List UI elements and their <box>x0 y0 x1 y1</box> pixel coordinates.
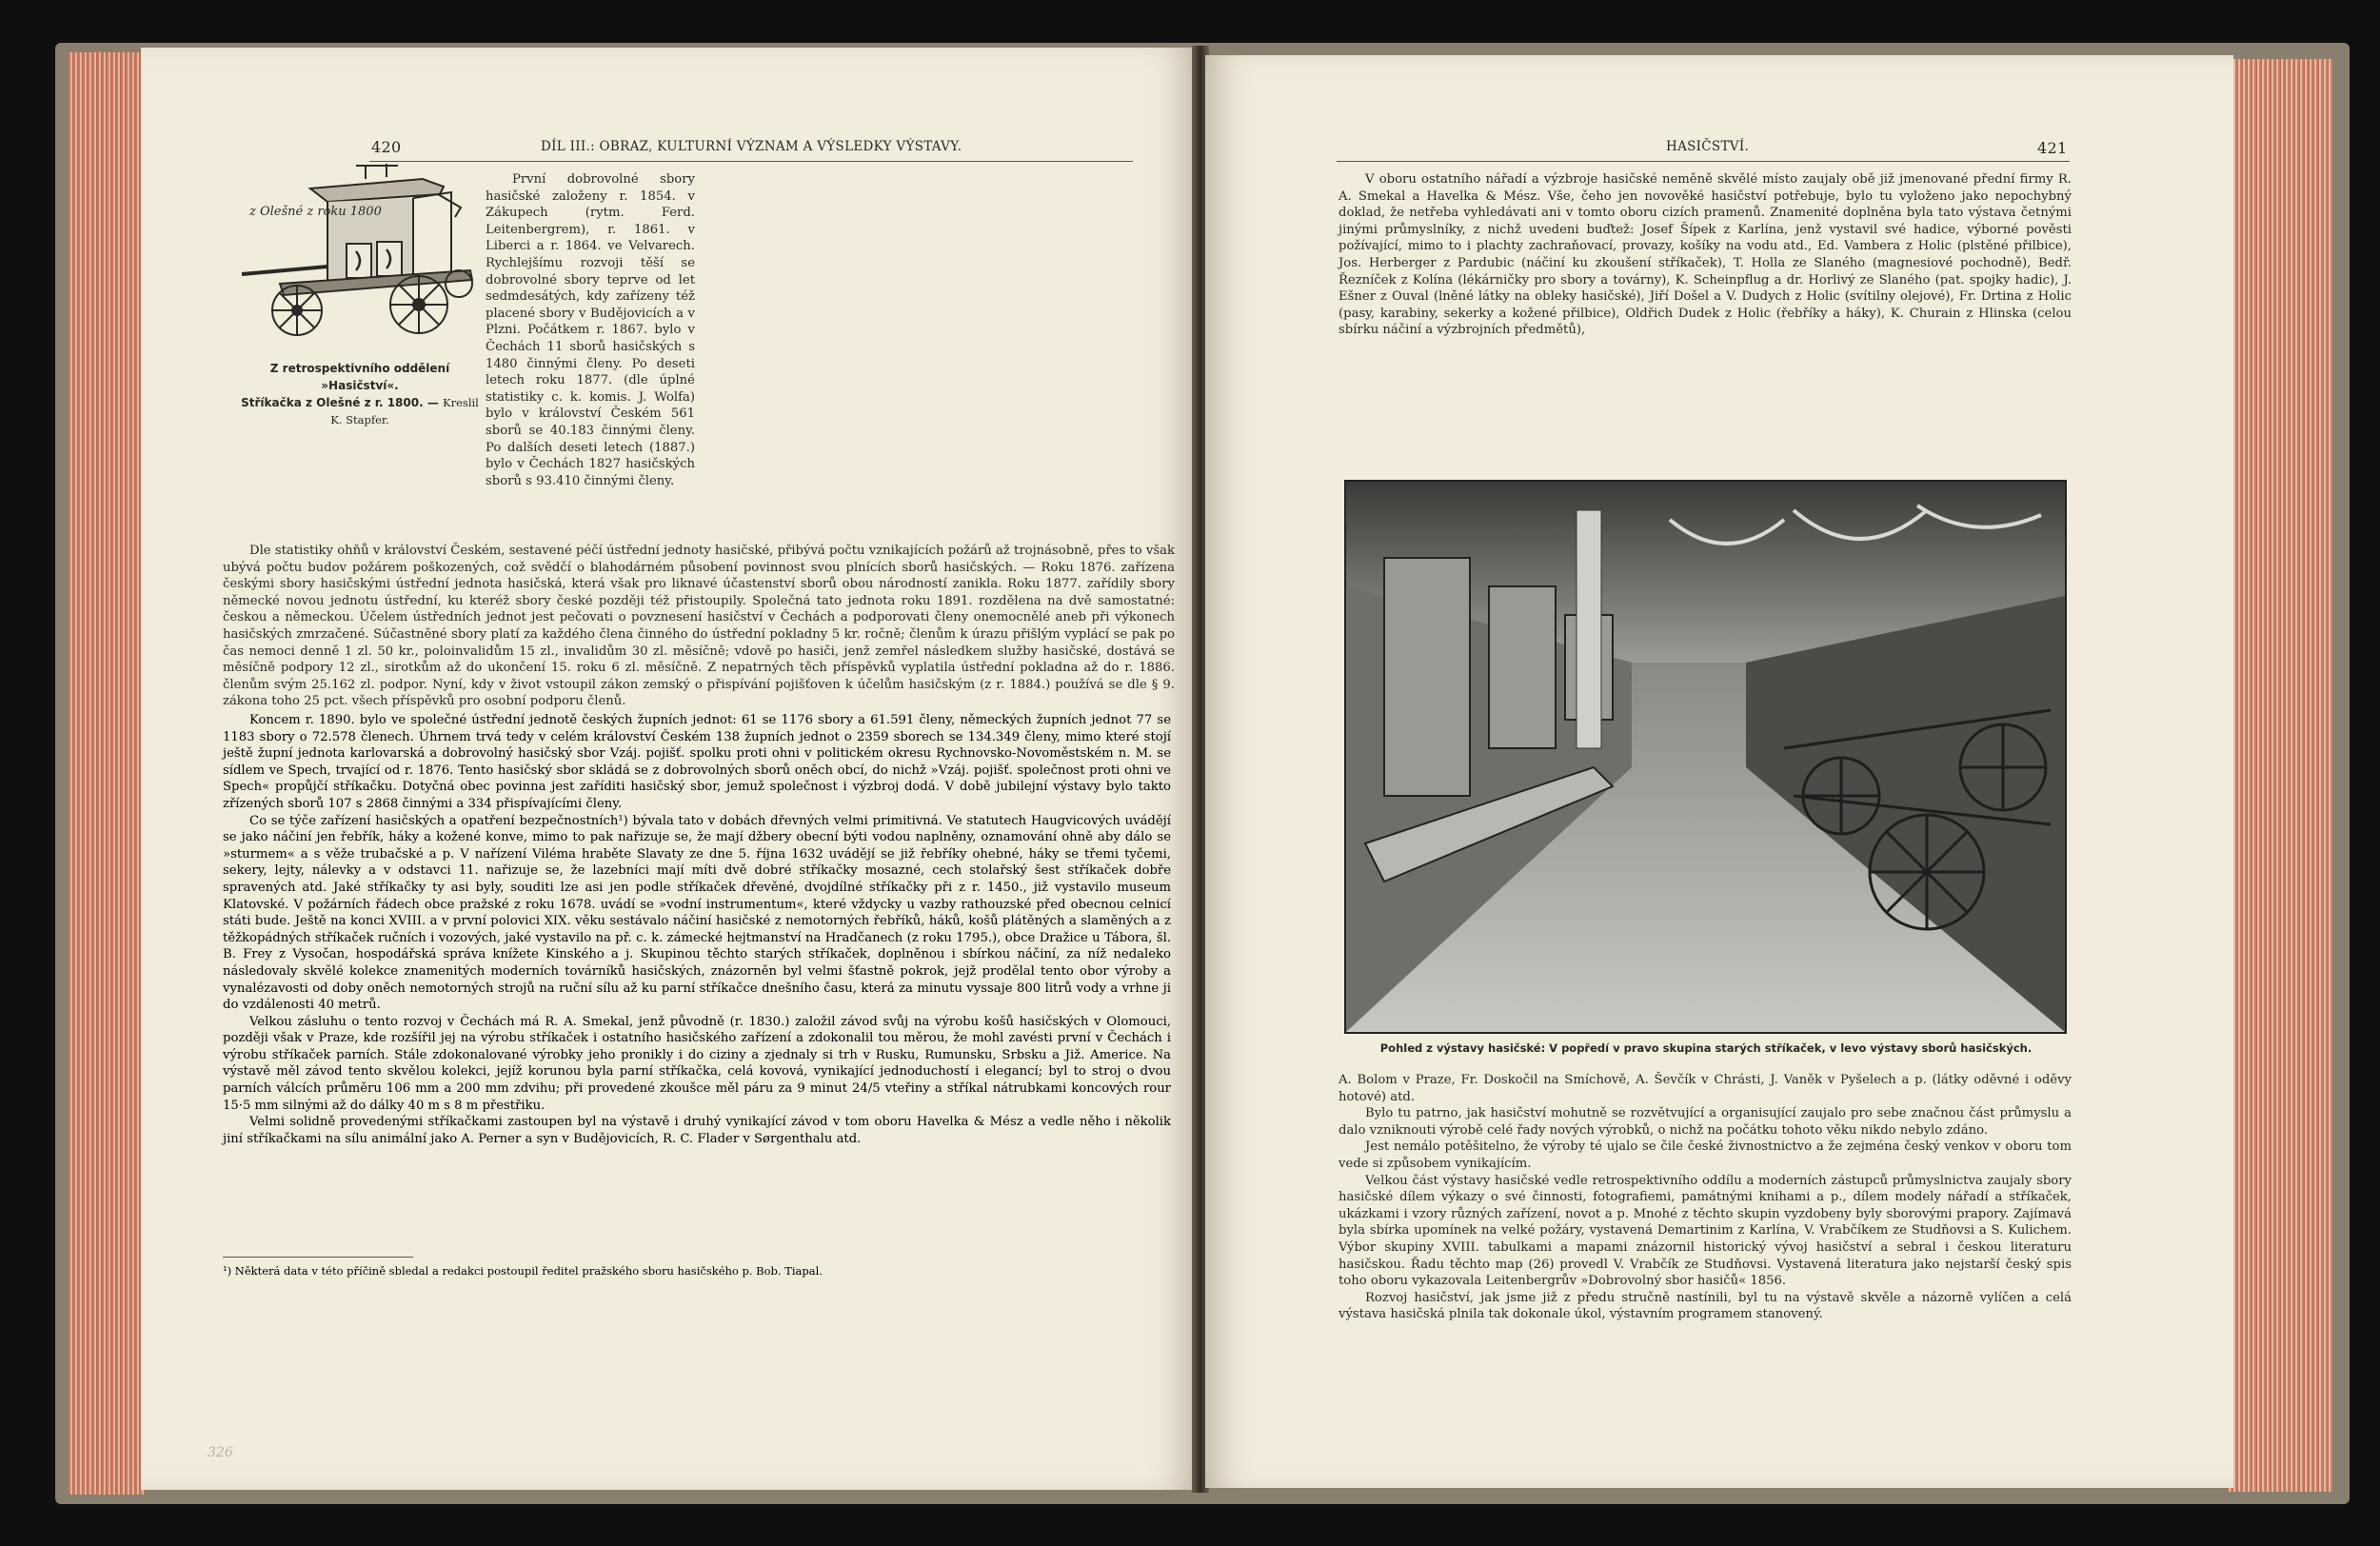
left-body-wrap-top <box>223 476 696 552</box>
paragraph: Co se týče zařízení hasičských a opatření bezpečnostních¹) bývala tato v dobách dřevných velmi primitivná. Ve statutech Haugvicových uvádějí se jako náčiní jen řebřík, háky a kožené konve, mimo to pak nařizuje se, že mají džbery obecní býti vodou naplněny, oznamování ohně aby dálo se »sturmem« a s věže trubačské a p. V nařízení Viléma hraběte Slavaty ze dne 5. října 1632 uvádějí se již řebříky ohebné, háky se třemi tyčemi, sekery, lejty, nálevky a v odstavci 11. nařizuje se, že lazebníci mají míti dvě dobré stříkačky mosazné, cech stolařský šest stříkaček dobře spravených atd. Jaké stříkačky ty asi byly, souditi lze asi jen podle stříkaček dřevěné, dvojdílné stříkačky při z r. 1450., již vystavilo museum Klatovské. V požárních řádech obce pražské z roku 1678. uvádí se »vodní instrumentum«, které vždycky u vazby rathouzské před obecnou celnicí státi bude. Ještě na konci XVIII. a v první polovici XIX. věku sestávalo náčiní hasičské z nemotorných řebříků, háků, košů plátěných a slaměných a z těžkopádných stříkaček ručních i vozových, jaké vystavilo na př. c. k. zámecké hejtmanství na Hradčanech (z roku 1795.), obce Dražice u Tábora, šl. B. Frey z Vysočan, hospodářská správa knížete Kinského a j. Skupinou těchto starých stříkaček, doplněnou i sbírkou náčiní, za níž nedaleko následovaly skvělé kolekce znamenitých moderních továrníků hasičských, znázorněn byl velmi šťastně pokrok, jejž prodělal tento obor výroby a vynalézavosti od doby oněch nemotorných strojů na ruční sílu až ku parní stříkačce dnešního času, která za minutu vyssaje 800 litrů vody a vrhne ji do vzdálenosti 40 metrů. <box>223 813 1171 1013</box>
right-page <box>1205 55 2233 1488</box>
illustration-inscription: z Olešné z roku 1800 <box>249 205 382 219</box>
fire-pump-illustration <box>223 160 495 350</box>
photo-caption: Pohled z výstavy hasičské: V popředí v pravo skupina starých stříkaček, v levo výstavy sborů hasičských. <box>1379 1041 2033 1055</box>
right-body-text <box>1339 1072 2072 1323</box>
footnote-rule <box>223 1257 413 1258</box>
left-body-text <box>223 543 1175 710</box>
left-page-number: 420 <box>371 138 402 156</box>
illustration-caption <box>236 360 484 428</box>
paragraph: Rozvoj hasičství, jak jsme již z předu stručně nastínili, byl tu na výstavě skvěle a názorně vylíčen a celá výstava hasičská plnila tak dokonale úkol, výstavním programem stanovený. <box>1339 1290 2072 1322</box>
paragraph: A. Bolom v Praze, Fr. Doskočil na Smíchově, A. Ševčík v Chrásti, J. Vaněk v Pyšelech a p. (látky oděvné i oděvy hotové) atd. <box>1339 1073 2072 1104</box>
paragraph: Bylo tu patrno, jak hasičství mohutně se rozvětvující a organisující zaujalo pro sebe značnou část průmyslu a dalo vzniknouti výrobě celé řady nových výrobků, o nichž na počátku tohoto věku nikdo nebylo zdáno. <box>1339 1106 2072 1138</box>
pencil-note: 326 <box>208 1445 233 1460</box>
paragraph: První dobrovolné sbory hasičské založeny r. 1854. v Zákupech (rytm. Ferd. Leitenbergrem), r. 1861. v Liberci a r. 1864. ve Velvarech. Rychlejšímu rozvoji těší se dobrovolné sbory teprve od let sedmdesátých, kdy zařízeny též placené sbory v Budějovicích a v Plzni. Počátkem r. 1867. bylo v Čechách 11 sborů hasičských s 1480 činnými členy. Po deseti letech roku 1877. (dle úplné statistiky c. k. komis. J. Wolfa) bylo v království Českém 561 sborů se 40.183 činnými členy. Po dalších deseti letech (1887.) bylo v Čechách 1827 hasičských sborů s 93.410 činnými členy. <box>486 172 695 488</box>
paragraph: Velmi solidně provedenými stříkačkami zastoupen byl na výstavě i druhý vynikající závod v tom oboru Havelka & Mész a vedle něho i několik jiní stříkačkami na sílu animální jako A. Perner a syn v Budějovicích, R. C. Flader v Sørgenthalu atd. <box>223 1115 1171 1146</box>
paragraph: V oboru ostatního nářadí a výzbroje hasičské neměně skvělé místo zaujaly obě již jmenované přední firmy R. A. Smekal a Havelka & Mész. Vše, čeho jen novověké hasičství potřebuje, bylo tu vyloženo jako nepochybný doklad, že netřeba vyhledávati ani v tomto oboru cizích pramenů. Znamenité doplněna byla tato výstava četnými jinými průmyslníky, z nichž uvedeni buďtež: Josef Šípek z Karlína, jenž vystavil své hadice, výborné pověsti požívající, mimo to i plachty zachraňovací, provazy, košíky na vodu atd., Ed. Vambera z Holic (plstěné přilbice), Jos. Herberger z Pardubic (náčiní ku zkoušení stříkaček), T. Holla ze Slaného (magnesiové pochodně), Bedř. Řezníček z Kolína (lékárničky pro sbory a továrny), K. Scheinpflug a dr. Horlivý ze Slaného (pat. spojky hadic), J. Ešner z Ouval (lněné látky na obleky hasičské), Jiří Došel a V. Dudych z Holic (svítilny olejové), Fr. Drtina z Holic (pasy, karabiny, sekerky a kožené přilbice), Oldřich Dudek z Holic (řebříky a háky), K. Churain z Hlinska (celou sbírku náčiní a výzbrojních předmětů), <box>1339 172 2072 338</box>
page-edges-left <box>69 52 145 1495</box>
paragraph: Dle statistiky ohňů v království Českém, sestavené péčí ústřední jednoty hasičské, přibývá počtu vznikajících požárů až trojnásobně, přes to však ubývá počtu budov požárem poškozených, což svědčí o blahodárném působení povinnost svou plnících sborů hasičských. — Roku 1876. zařízena českými sbory hasičskými ústřední jednota hasičská, která však pro liknavé účastenství sborů obou národností zanikla. Roku 1877. zařídily sbory německé novou jednotu ústřední, ku kteréž sbory české později též přistoupily. Společná tato jednota roku 1891. rozdělena na dvě samostatné: českou a německou. Účelem ústředních jednot jest pečovati o povznesení hasičství v Čechách a podporovati členy onemocnělé aneb při výkonech hasičských zmrzačené. Súčastněné sbory platí za každého člena činného do ústřední pokladny 5 kr. ročně; členům k úrazu přišlým vyplácí se pak po čas nemoci denně 1 zl. 50 kr., poloinvalidům 15 zl., invalidům 30 zl. měsíčně; vdově po hasiči, jenž zemřel následkem služby hasičské, dostává se měsíčně podpory 12 zl., sirotkům až do ukončení 15. roku 6 zl. měsíčně. Z nepatrných těch příspěvků vyplatila ústřední pokladna až do r. 1886. členům svým 25.162 zl. podpor. Nyní, kdy v život vstoupil zákon zemský o přispívání pojišťoven k účelům hasičským (z r. 1884.) používá se dle § 9. zákona toho 25 pct. všech příspěvků pro osobní podporu členů. <box>223 544 1175 709</box>
footnote: ¹) Některá data v této příčině sbledal a redakci postoupil ředitel pražského sboru hasičského p. Bob. Tiapal. <box>223 1264 823 1278</box>
paragraph: Koncem r. 1890. bylo ve společné ústřední jednotě českých župních jednot: 61 se 1176 sbory a 61.591 členy, německých župních jednot 77 se 1183 sbory o 72.578 členech. Úhrnem trvá tedy v celém království Českém 138 župních jednot o 2359 sborech se 134.349 členy, mimo které stojí ještě župní jednota karlovarská a dobrovolný hasičský sbor Vzáj. pojišť. spolku proti ohni v politickém okresu Rychnovsko-Novoměstském n. M. se sídlem ve Spech, trvající od r. 1876. Tento hasičský sbor skládá se z dobrovolných sborů oněch obcí, do nichž »Vzáj. pojišť. společnost proti ohni ve Spech« propůjčí stříkačku. Dotyčná obec povinna jest zaříditi hasičský sbor, jemuž společnost i výzbroj dodá. V době jubilejní výstavy bylo takto zřízených sborů 107 s 2868 činnými a 334 přispívajícími členy. <box>223 713 1171 811</box>
right-running-head: HASIČSTVÍ. <box>1666 139 1750 154</box>
illustration-credit: Kreslil K. Stapfer. <box>330 396 479 426</box>
page-edges-right <box>2228 59 2332 1492</box>
illustration-caption-line2: Stříkačka z Olešné z r. 1800. — <box>241 396 444 409</box>
left-running-head: DÍL III.: OBRAZ, KULTURNÍ VÝZNAM A VÝSLEDKY VÝSTAVY. <box>541 139 962 154</box>
left-body-continued <box>223 712 1171 1147</box>
right-page-number: 421 <box>2037 139 2068 157</box>
right-head-rule <box>1337 161 2070 162</box>
illustration-caption-line1: Z retrospektivního oddělení »Hasičství«. <box>269 362 450 392</box>
right-top-text <box>1339 171 2072 339</box>
paragraph: Velkou část výstavy hasičské vedle retrospektivního oddílu a moderních zástupců průmyslnictva zaujaly sbory hasičské dílem výkazy o své činnosti, fotografiemi, památnými knihami a p., dílem modely nářadí a stříkaček, ukázkami i vzory různých zařízení, novot a p. Mnohé z těchto skupin vyzdobeny byly sborovými prapory. Zajímavá byla sbírka upomínek na velké požáry, vystavená Demartinim z Karlína, V. Vrabčíkem ze Studňovsi a S. Kulichem. Výbor skupiny XVIII. tabulkami a mapami znázornil historický vývoj hasičství a sebral i českou literaturu hasičskou. Řadu těchto map (26) provedl V. Vrabčík ze Studňovsi. Vystavená literatura jako nejstarší český spis toho oboru vykazovala Leitenbergrův »Dobrovolný sbor hasičů« 1856. <box>1339 1173 2072 1289</box>
left-side-column <box>486 171 695 489</box>
paragraph: Jest nemálo potěšitelno, že výroby té ujalo se čile české živnostnictvo a že zejména český venkov v oboru tom vede si způsobem vynikajícím. <box>1339 1140 2072 1171</box>
exhibition-photo <box>1344 480 2067 1034</box>
paragraph: Velkou zásluhu o tento rozvoj v Čechách má R. A. Smekal, jenž původně (r. 1830.) založil závod svůj na výrobu košů hasičských v Olomouci, později však v Praze, kde rozšířil jej na výrobu stříkaček i ostatního hasičského zařízení a zdokonalil tou měrou, že mohl zavésti první v Čechách i výrobu stříkaček parních. Stále zdokonalované výrobky jeho pronikly i do ciziny a zjednaly si trh v Rusku, Rumunsku, Srbsku a Již. Americe. Na výstavě měl závod tento skvělou kolekci, jejíž korunou byla parní stříkačka, celá kovová, vynikající jednoduchostí i elegancí; byl to stroj o dvou parních válcích průměru 106 mm a 200 mm zdvihu; při provedené zkoušce měl páru za 9 minut 24/5 vteřiny a stříkal nátrubkami koncových rour 15·5 mm silnými až do dálky 40 m s 8 m přestřiku. <box>223 1014 1171 1113</box>
